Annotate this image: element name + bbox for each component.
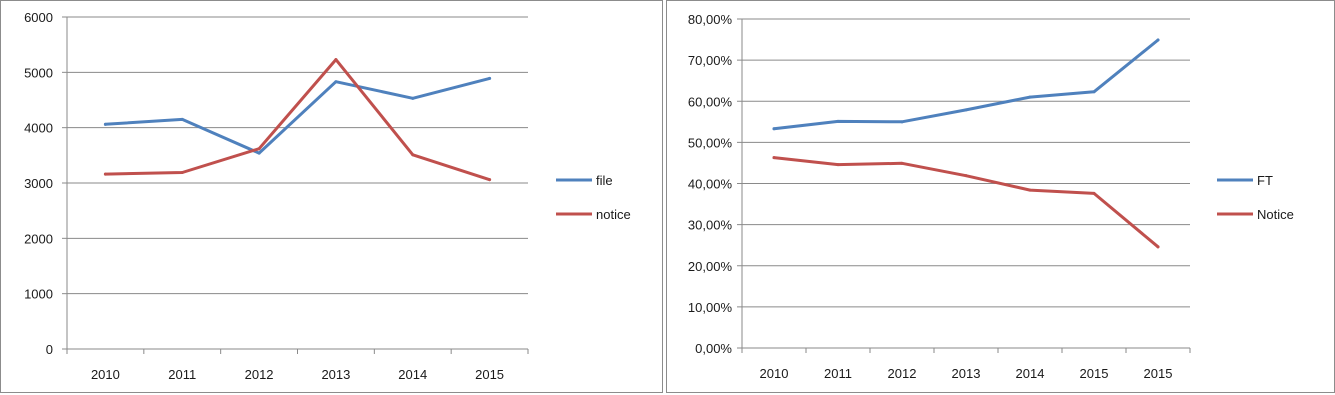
y-tick-label: 70,00% <box>687 53 732 69</box>
series-line-notice <box>774 158 1158 247</box>
legend-label: FT <box>1257 173 1273 188</box>
data-point <box>773 127 776 130</box>
data-point <box>1157 245 1160 248</box>
x-tick-label: 2015 <box>475 367 505 382</box>
x-tick-label: 2014 <box>398 367 428 382</box>
y-tick-label: 30,00% <box>687 217 732 233</box>
x-tick-label: 2013 <box>321 367 351 382</box>
y-tick-label: 50,00% <box>687 135 732 151</box>
data-point <box>104 123 107 126</box>
x-tick-label: 2012 <box>244 367 274 382</box>
y-tick-label: 3000 <box>24 176 53 191</box>
data-point <box>773 156 776 159</box>
y-tick-label: 0 <box>45 342 53 357</box>
x-tick-label: 2015 <box>1143 366 1173 381</box>
data-point <box>901 162 904 165</box>
data-point <box>181 118 184 121</box>
y-tick-label: 2000 <box>24 231 53 247</box>
y-tick-label: 40,00% <box>687 176 732 192</box>
y-tick-label: 0,00% <box>695 341 732 356</box>
data-point <box>258 152 261 155</box>
right-line-chart <box>667 1 1335 394</box>
legend-label: Notice <box>1257 207 1294 222</box>
data-point <box>488 77 491 80</box>
legend-label: notice <box>596 207 631 222</box>
y-tick-label: 80,00% <box>687 12 732 27</box>
data-point <box>837 163 840 166</box>
data-point <box>334 80 337 83</box>
series-line-ft <box>774 40 1158 129</box>
x-tick-label: 2011 <box>824 366 852 381</box>
x-tick-label: 2010 <box>759 366 789 381</box>
data-point <box>488 178 491 181</box>
data-point <box>334 58 337 61</box>
data-point <box>1029 96 1032 99</box>
data-point <box>1093 90 1096 93</box>
data-point <box>411 153 414 156</box>
x-tick-label: 2014 <box>1015 366 1045 381</box>
data-point <box>965 174 968 177</box>
y-tick-label: 4000 <box>24 120 53 136</box>
y-tick-label: 1000 <box>24 286 53 302</box>
x-tick-label: 2015 <box>1079 366 1109 381</box>
y-tick-label: 6000 <box>24 10 53 25</box>
legend-label: file <box>596 173 613 188</box>
data-point <box>1093 192 1096 195</box>
x-tick-label: 2012 <box>887 366 917 381</box>
y-tick-label: 5000 <box>24 65 53 81</box>
x-tick-label: 2011 <box>168 367 197 382</box>
x-tick-label: 2010 <box>90 367 120 382</box>
data-point <box>901 120 904 123</box>
x-tick-label: 2013 <box>951 366 981 381</box>
data-point <box>258 147 261 150</box>
data-point <box>1157 38 1160 41</box>
data-point <box>1029 189 1032 192</box>
left-line-chart <box>1 1 664 394</box>
data-point <box>411 97 414 100</box>
data-point <box>965 108 968 111</box>
left-chart-panel <box>0 0 663 393</box>
y-tick-label: 10,00% <box>687 299 732 315</box>
data-point <box>837 120 840 123</box>
series-line-file <box>105 78 489 153</box>
data-point <box>181 171 184 174</box>
data-point <box>104 173 107 176</box>
y-tick-label: 20,00% <box>687 258 732 274</box>
y-tick-label: 60,00% <box>687 94 732 110</box>
right-chart-panel <box>666 0 1335 393</box>
